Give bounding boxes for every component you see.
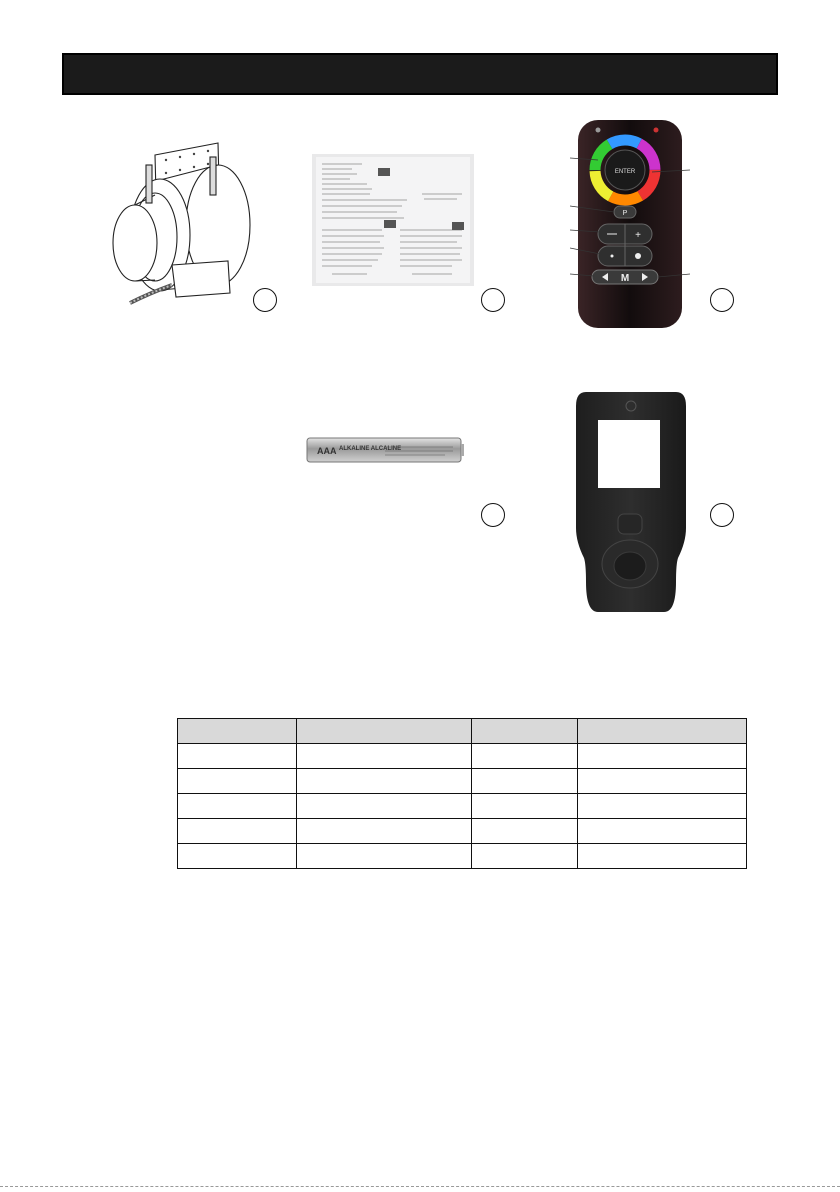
table-cell xyxy=(297,769,472,794)
table-cell xyxy=(472,769,578,794)
table-cell xyxy=(297,744,472,769)
battery-size-text: AAA xyxy=(317,446,337,456)
remote-p-button-label: P xyxy=(622,210,628,217)
table-header-cell xyxy=(178,719,297,744)
item-marker-remote xyxy=(710,288,734,312)
table-cell xyxy=(472,844,578,869)
table-header-cell xyxy=(297,719,472,744)
table-cell xyxy=(472,744,578,769)
table-cell xyxy=(178,794,297,819)
table-cell xyxy=(178,819,297,844)
table-row xyxy=(178,744,747,769)
table-header-cell xyxy=(578,719,747,744)
table-row xyxy=(178,769,747,794)
table-row xyxy=(178,819,747,844)
table-cell xyxy=(472,819,578,844)
remote-m-button-label: M xyxy=(620,273,630,284)
remote-control-colour-wheel xyxy=(570,118,690,330)
table-header-cell xyxy=(472,719,578,744)
table-cell xyxy=(472,794,578,819)
table-row xyxy=(178,794,747,819)
item-marker-fan xyxy=(253,288,277,312)
handset-with-display xyxy=(572,392,690,614)
header-bar xyxy=(62,53,778,95)
table-cell xyxy=(578,794,747,819)
item-marker-documents xyxy=(481,288,505,312)
table-cell xyxy=(178,844,297,869)
table-cell xyxy=(297,794,472,819)
aaa-battery-photo xyxy=(305,435,465,465)
item-marker-handset xyxy=(710,503,734,527)
table-cell xyxy=(297,819,472,844)
warranty-document-photo xyxy=(312,154,474,286)
svg-text:+: + xyxy=(635,230,641,241)
table-header-row xyxy=(178,719,747,744)
battery-label-text: ALKALINE ALCALINE xyxy=(339,446,402,452)
table-cell xyxy=(578,769,747,794)
table-row xyxy=(178,844,747,869)
item-marker-battery xyxy=(481,503,505,527)
page-bottom-edge xyxy=(0,1186,840,1189)
table-cell xyxy=(297,844,472,869)
table-cell xyxy=(178,744,297,769)
remote-enter-button-label: ENTER xyxy=(614,169,636,175)
table-cell xyxy=(178,769,297,794)
parts-table xyxy=(177,718,747,869)
duct-fan-illustration xyxy=(100,125,280,315)
table-cell xyxy=(578,819,747,844)
table-cell xyxy=(578,744,747,769)
table-cell xyxy=(578,844,747,869)
